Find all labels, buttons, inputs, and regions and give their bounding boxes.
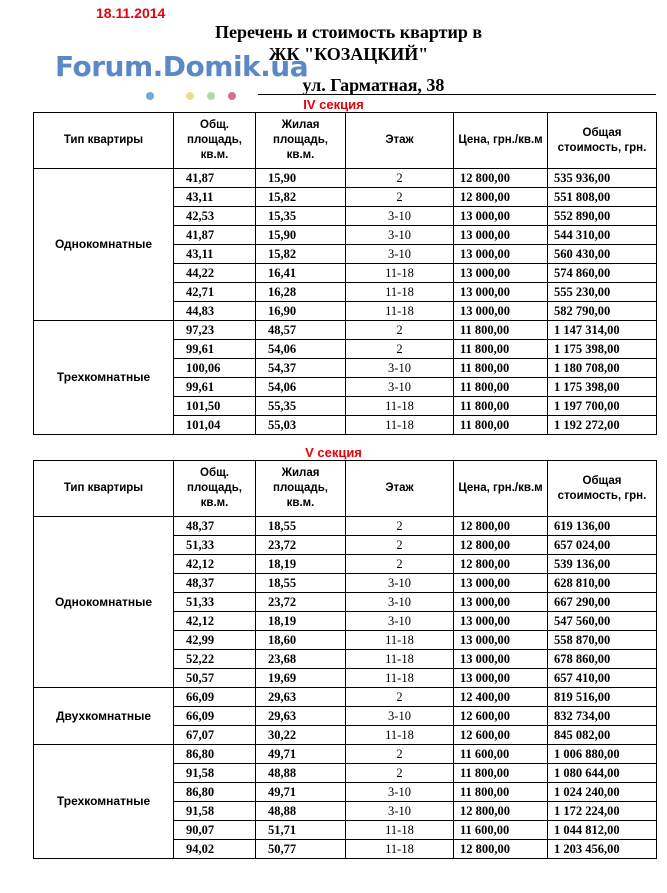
cell-floor: 2 [346, 517, 454, 536]
cell-floor: 3-10 [346, 359, 454, 378]
cell-price: 11 600,00 [454, 821, 548, 840]
cell-price: 11 800,00 [454, 397, 548, 416]
cell-total-area: 97,23 [174, 321, 256, 340]
cell-total-area: 101,50 [174, 397, 256, 416]
cell-price: 11 800,00 [454, 340, 548, 359]
cell-living-area: 48,88 [256, 802, 346, 821]
cell-price: 12 800,00 [454, 555, 548, 574]
cell-total-area: 99,61 [174, 340, 256, 359]
header-total-area: Общ. площадь, кв.м. [174, 113, 256, 169]
cell-total-cost: 819 516,00 [548, 688, 657, 707]
cell-total-cost: 1 172 224,00 [548, 802, 657, 821]
cell-total-cost: 1 044 812,00 [548, 821, 657, 840]
cell-total-cost: 574 860,00 [548, 264, 657, 283]
cell-floor: 2 [346, 764, 454, 783]
cell-floor: 11-18 [346, 302, 454, 321]
cell-price: 12 800,00 [454, 169, 548, 188]
apartment-type-cell: Однокомнатные [34, 517, 174, 688]
cell-total-cost: 547 560,00 [548, 612, 657, 631]
cell-living-area: 16,41 [256, 264, 346, 283]
cell-floor: 2 [346, 340, 454, 359]
cell-total-area: 86,80 [174, 745, 256, 764]
cell-floor: 11-18 [346, 669, 454, 688]
cell-price: 13 000,00 [454, 226, 548, 245]
cell-total-area: 44,22 [174, 264, 256, 283]
cell-floor: 11-18 [346, 726, 454, 745]
page-title-address: ул. Гарматная, 38 [302, 75, 445, 95]
cell-living-area: 16,28 [256, 283, 346, 302]
cell-floor: 2 [346, 555, 454, 574]
cell-living-area: 23,72 [256, 536, 346, 555]
cell-living-area: 15,82 [256, 188, 346, 207]
cell-price: 13 000,00 [454, 631, 548, 650]
header-price: Цена, грн./кв.м [454, 113, 548, 169]
cell-total-cost: 657 410,00 [548, 669, 657, 688]
cell-total-area: 66,09 [174, 707, 256, 726]
cell-total-cost: 582 790,00 [548, 302, 657, 321]
cell-floor: 3-10 [346, 226, 454, 245]
cell-total-cost: 628 810,00 [548, 574, 657, 593]
table-header-row [34, 461, 657, 517]
cell-total-area: 42,99 [174, 631, 256, 650]
table-row [34, 688, 657, 707]
cell-price: 13 000,00 [454, 574, 548, 593]
header-living-area: Жилая площадь, кв.м. [256, 113, 346, 169]
apartment-type-cell: Трехкомнатные [34, 745, 174, 859]
cell-total-area: 51,33 [174, 593, 256, 612]
cell-living-area: 29,63 [256, 707, 346, 726]
cell-price: 12 600,00 [454, 707, 548, 726]
cell-living-area: 55,35 [256, 397, 346, 416]
cell-living-area: 19,69 [256, 669, 346, 688]
header-total-area: Общ. площадь, кв.м. [174, 461, 256, 517]
cell-total-cost: 1 180 708,00 [548, 359, 657, 378]
cell-total-area: 42,71 [174, 283, 256, 302]
cell-living-area: 29,63 [256, 688, 346, 707]
cell-living-area: 15,90 [256, 226, 346, 245]
cell-floor: 3-10 [346, 783, 454, 802]
page-title-line-2: ЖК "КОЗАЦКИЙ" [268, 44, 429, 64]
cell-total-cost: 619 136,00 [548, 517, 657, 536]
cell-price: 12 800,00 [454, 517, 548, 536]
cell-total-area: 41,87 [174, 169, 256, 188]
cell-floor: 11-18 [346, 650, 454, 669]
cell-living-area: 51,71 [256, 821, 346, 840]
table-row [34, 517, 657, 536]
cell-total-area: 66,09 [174, 688, 256, 707]
cell-total-area: 43,11 [174, 245, 256, 264]
cell-price: 13 000,00 [454, 669, 548, 688]
table-header-row [34, 113, 657, 169]
cell-floor: 2 [346, 321, 454, 340]
cell-total-cost: 1 175 398,00 [548, 378, 657, 397]
cell-living-area: 15,82 [256, 245, 346, 264]
cell-floor: 3-10 [346, 802, 454, 821]
header-type: Тип квартиры [34, 461, 174, 517]
cell-floor: 11-18 [346, 397, 454, 416]
cell-living-area: 54,37 [256, 359, 346, 378]
cell-total-cost: 667 290,00 [548, 593, 657, 612]
price-table-section-iv [33, 112, 657, 435]
cell-living-area: 55,03 [256, 416, 346, 435]
cell-total-area: 91,58 [174, 802, 256, 821]
cell-total-area: 42,53 [174, 207, 256, 226]
cell-total-area: 50,57 [174, 669, 256, 688]
section-label-iv: IV секция [303, 97, 364, 112]
cell-total-area: 90,07 [174, 821, 256, 840]
header-total-cost: Общая стоимость, грн. [548, 461, 657, 517]
cell-total-area: 101,04 [174, 416, 256, 435]
cell-total-area: 67,07 [174, 726, 256, 745]
apartment-type-cell: Однокомнатные [34, 169, 174, 321]
cell-price: 13 000,00 [454, 207, 548, 226]
cell-floor: 3-10 [346, 707, 454, 726]
cell-total-area: 51,33 [174, 536, 256, 555]
cell-living-area: 48,88 [256, 764, 346, 783]
cell-floor: 3-10 [346, 378, 454, 397]
cell-total-area: 91,58 [174, 764, 256, 783]
cell-total-cost: 1 175 398,00 [548, 340, 657, 359]
cell-floor: 3-10 [346, 245, 454, 264]
title-divider [258, 94, 656, 95]
cell-floor: 2 [346, 536, 454, 555]
header-type: Тип квартиры [34, 113, 174, 169]
cell-living-area: 48,57 [256, 321, 346, 340]
cell-floor: 11-18 [346, 840, 454, 859]
cell-price: 11 800,00 [454, 783, 548, 802]
cell-total-cost: 1 147 314,00 [548, 321, 657, 340]
table-row [34, 321, 657, 340]
cell-price: 13 000,00 [454, 264, 548, 283]
cell-floor: 11-18 [346, 631, 454, 650]
table-row [34, 745, 657, 764]
header-floor: Этаж [346, 113, 454, 169]
cell-floor: 2 [346, 745, 454, 764]
cell-living-area: 18,19 [256, 555, 346, 574]
cell-total-area: 42,12 [174, 555, 256, 574]
page-title-line-1: Перечень и стоимость квартир в [214, 22, 483, 42]
cell-floor: 11-18 [346, 416, 454, 435]
cell-price: 11 800,00 [454, 764, 548, 783]
cell-floor: 2 [346, 188, 454, 207]
cell-price: 13 000,00 [454, 245, 548, 264]
cell-living-area: 15,90 [256, 169, 346, 188]
section-label-v: V секция [305, 445, 362, 460]
cell-price: 11 800,00 [454, 359, 548, 378]
cell-price: 11 800,00 [454, 378, 548, 397]
cell-living-area: 18,55 [256, 517, 346, 536]
header-floor: Этаж [346, 461, 454, 517]
cell-price: 11 600,00 [454, 745, 548, 764]
cell-total-cost: 535 936,00 [548, 169, 657, 188]
cell-total-area: 44,83 [174, 302, 256, 321]
cell-price: 12 800,00 [454, 188, 548, 207]
cell-total-cost: 845 082,00 [548, 726, 657, 745]
cell-price: 12 400,00 [454, 688, 548, 707]
apartment-type-cell: Двухкомнатные [34, 688, 174, 745]
cell-total-area: 52,22 [174, 650, 256, 669]
cell-price: 13 000,00 [454, 283, 548, 302]
cell-living-area: 15,35 [256, 207, 346, 226]
cell-living-area: 54,06 [256, 340, 346, 359]
cell-living-area: 49,71 [256, 745, 346, 764]
cell-living-area: 18,55 [256, 574, 346, 593]
cell-total-area: 100,06 [174, 359, 256, 378]
cell-floor: 3-10 [346, 593, 454, 612]
table-row [34, 169, 657, 188]
cell-price: 13 000,00 [454, 302, 548, 321]
cell-floor: 11-18 [346, 283, 454, 302]
cell-total-cost: 1 080 644,00 [548, 764, 657, 783]
cell-price: 13 000,00 [454, 650, 548, 669]
cell-total-area: 42,12 [174, 612, 256, 631]
cell-living-area: 23,72 [256, 593, 346, 612]
cell-total-cost: 1 197 700,00 [548, 397, 657, 416]
cell-total-cost: 1 024 240,00 [548, 783, 657, 802]
cell-total-cost: 539 136,00 [548, 555, 657, 574]
cell-total-area: 43,11 [174, 188, 256, 207]
cell-total-cost: 678 860,00 [548, 650, 657, 669]
cell-total-cost: 555 230,00 [548, 283, 657, 302]
cell-floor: 2 [346, 688, 454, 707]
cell-total-cost: 551 808,00 [548, 188, 657, 207]
cell-price: 13 000,00 [454, 612, 548, 631]
cell-total-area: 48,37 [174, 574, 256, 593]
cell-living-area: 23,68 [256, 650, 346, 669]
cell-floor: 11-18 [346, 821, 454, 840]
cell-total-area: 94,02 [174, 840, 256, 859]
cell-living-area: 50,77 [256, 840, 346, 859]
cell-total-cost: 560 430,00 [548, 245, 657, 264]
cell-total-area: 48,37 [174, 517, 256, 536]
cell-total-area: 41,87 [174, 226, 256, 245]
cell-price: 12 800,00 [454, 536, 548, 555]
cell-living-area: 16,90 [256, 302, 346, 321]
cell-total-area: 99,61 [174, 378, 256, 397]
header-price: Цена, грн./кв.м [454, 461, 548, 517]
cell-floor: 3-10 [346, 207, 454, 226]
cell-living-area: 18,60 [256, 631, 346, 650]
cell-total-cost: 1 192 272,00 [548, 416, 657, 435]
cell-total-cost: 544 310,00 [548, 226, 657, 245]
header-living-area: Жилая площадь, кв.м. [256, 461, 346, 517]
cell-price: 11 800,00 [454, 321, 548, 340]
cell-floor: 11-18 [346, 264, 454, 283]
header-total-cost: Общая стоимость, грн. [548, 113, 657, 169]
cell-price: 13 000,00 [454, 593, 548, 612]
cell-living-area: 30,22 [256, 726, 346, 745]
cell-total-cost: 657 024,00 [548, 536, 657, 555]
cell-total-cost: 1 006 880,00 [548, 745, 657, 764]
cell-floor: 3-10 [346, 612, 454, 631]
cell-floor: 2 [346, 169, 454, 188]
price-table-section-v [33, 460, 657, 859]
cell-living-area: 54,06 [256, 378, 346, 397]
date-stamp: 18.11.2014 [96, 5, 166, 21]
cell-price: 12 600,00 [454, 726, 548, 745]
cell-total-cost: 558 870,00 [548, 631, 657, 650]
cell-total-cost: 832 734,00 [548, 707, 657, 726]
cell-total-cost: 552 890,00 [548, 207, 657, 226]
cell-total-area: 86,80 [174, 783, 256, 802]
cell-price: 12 800,00 [454, 802, 548, 821]
cell-total-cost: 1 203 456,00 [548, 840, 657, 859]
cell-living-area: 18,19 [256, 612, 346, 631]
watermark-logo: Forum.Domik.ua [55, 50, 309, 83]
cell-price: 11 800,00 [454, 416, 548, 435]
cell-price: 12 800,00 [454, 840, 548, 859]
cell-floor: 3-10 [346, 574, 454, 593]
cell-living-area: 49,71 [256, 783, 346, 802]
apartment-type-cell: Трехкомнатные [34, 321, 174, 435]
